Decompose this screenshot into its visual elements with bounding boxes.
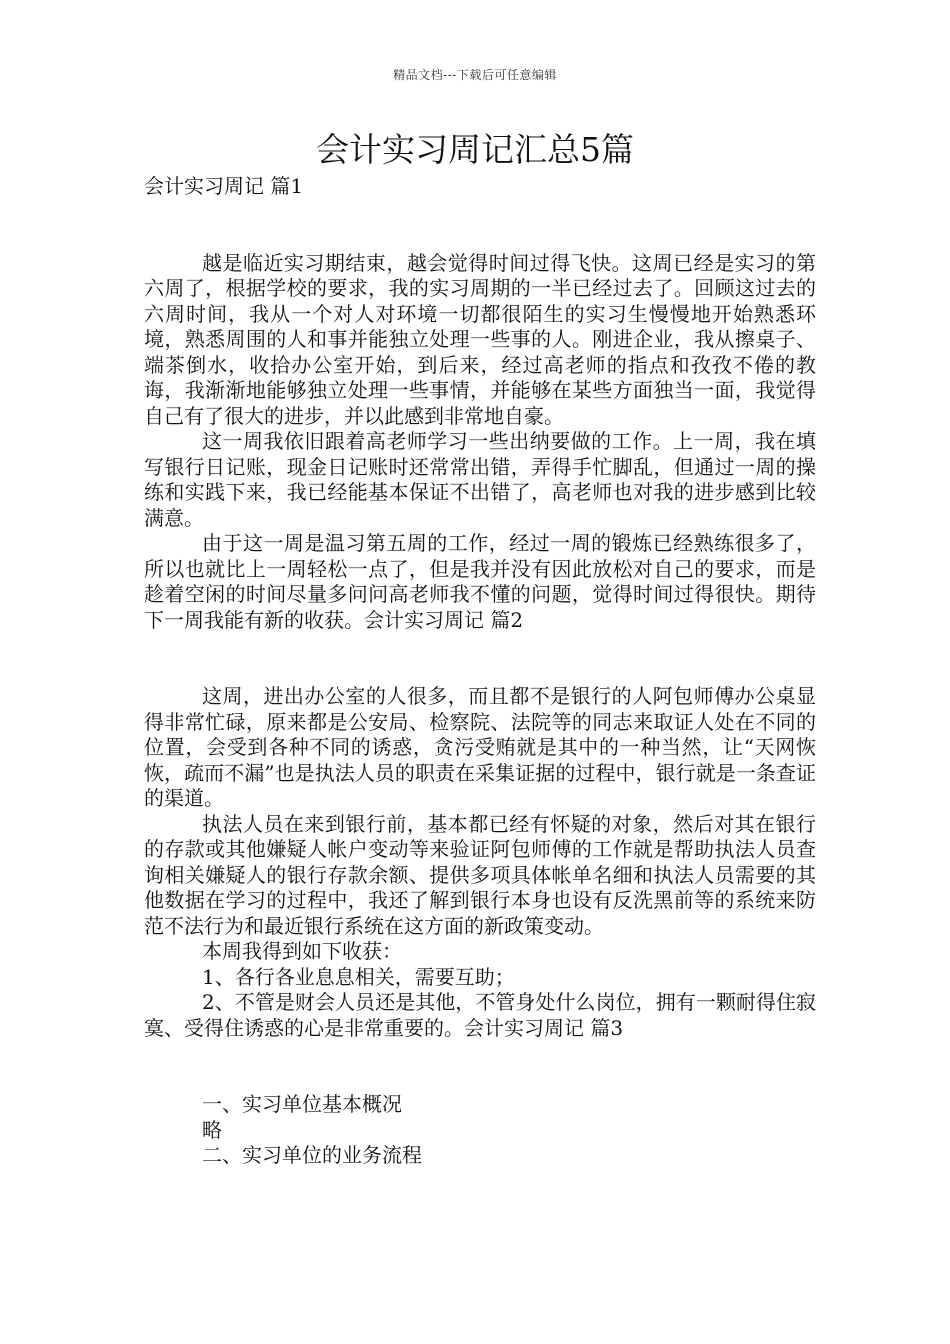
spacer bbox=[144, 633, 816, 684]
outline-item: 二、实习单位的业务流程 bbox=[202, 1143, 422, 1167]
spacer bbox=[144, 1041, 816, 1092]
paragraph: 本周我得到如下收获： bbox=[202, 939, 402, 963]
paragraph: 这周，进出办公室的人很多，而且都不是银行的人阿包师傅办公桌显得非常忙碌，原来都是公安局、检察院、法院等的同志来取证人处在不同的位置，会受到各种不同的诱惑，贪污受贿就是其中的一种当然，让“天网恢恢，疏而不漏”也是执法人员的职责在采集证据的过程中，银行就是一条查证的渠道。 bbox=[144, 684, 816, 810]
list-item: 1、各行各业息息相关，需要互助； bbox=[202, 964, 515, 989]
outline-item: 略 bbox=[202, 1117, 222, 1142]
document-title: 会计实习周记汇总5篇 bbox=[316, 130, 634, 169]
page-header: 精品文档---下载后可任意编辑 bbox=[393, 68, 557, 82]
paragraph: 由于这一周是温习第五周的工作，经过一周的锻炼已经熟练很多了，所以也就比上一周轻松一点了，但是我并没有因此放松对自己的要求，而是趁着空闲的时间尽量多问问高老师我不懂的问题，觉得时间过得很快。期待下一周我能有新的收获。会计实习周记 篇2 bbox=[144, 531, 816, 632]
document-body bbox=[144, 174, 816, 1169]
paragraph: 执法人员在来到银行前，基本都已经有怀疑的对象，然后对其在银行的存款或其他嫌疑人帐户变动等来验证阿包师傅的工作就是帮助执法人员查询相关嫌疑人的银行存款余额、提供多项具体帐单名细和执法人员需要的其他数据在学习的过程中，我还了解到银行本身也设有反洗黑前等的系统来防范不法行为和最近银行系统在这方面的新政策变动。 bbox=[144, 811, 816, 938]
section-heading-1: 会计实习周记 篇1 bbox=[144, 174, 304, 198]
outline-item: 一、实习单位基本概况 bbox=[202, 1092, 402, 1116]
list-item: 2、不管是财会人员还是其他，不管身处什么岗位，拥有一颗耐得住寂寞、受得住诱惑的心是非常重要的。会计实习周记 篇3 bbox=[144, 990, 816, 1040]
spacer bbox=[144, 200, 816, 251]
paragraph: 越是临近实习期结束，越会觉得时间过得飞快。这周已经是实习的第六周了，根据学校的要求，我的实习周期的一半已经过去了。回顾这过去的六周时间，我从一个对人对环境一切都很陌生的实习生慢慢地开始熟悉环境，熟悉周围的人和事并能独立处理一些事的人。刚进企业，我从擦桌子、端茶倒水，收拾办公室开始，到后来，经过高老师的指点和孜孜不倦的教诲，我渐渐地能够独立处理一些事情，并能够在某些方面独当一面，我觉得自己有了很大的进步，并以此感到非常地自豪。 bbox=[144, 250, 816, 428]
paragraph: 这一周我依旧跟着高老师学习一些出纳要做的工作。上一周，我在填写银行日记账，现金日记账时还常常出错，弄得手忙脚乱，但通过一周的操练和实践下来，我已经能基本保证不出错了，高老师也对我的进步感到比较满意。 bbox=[144, 429, 816, 530]
